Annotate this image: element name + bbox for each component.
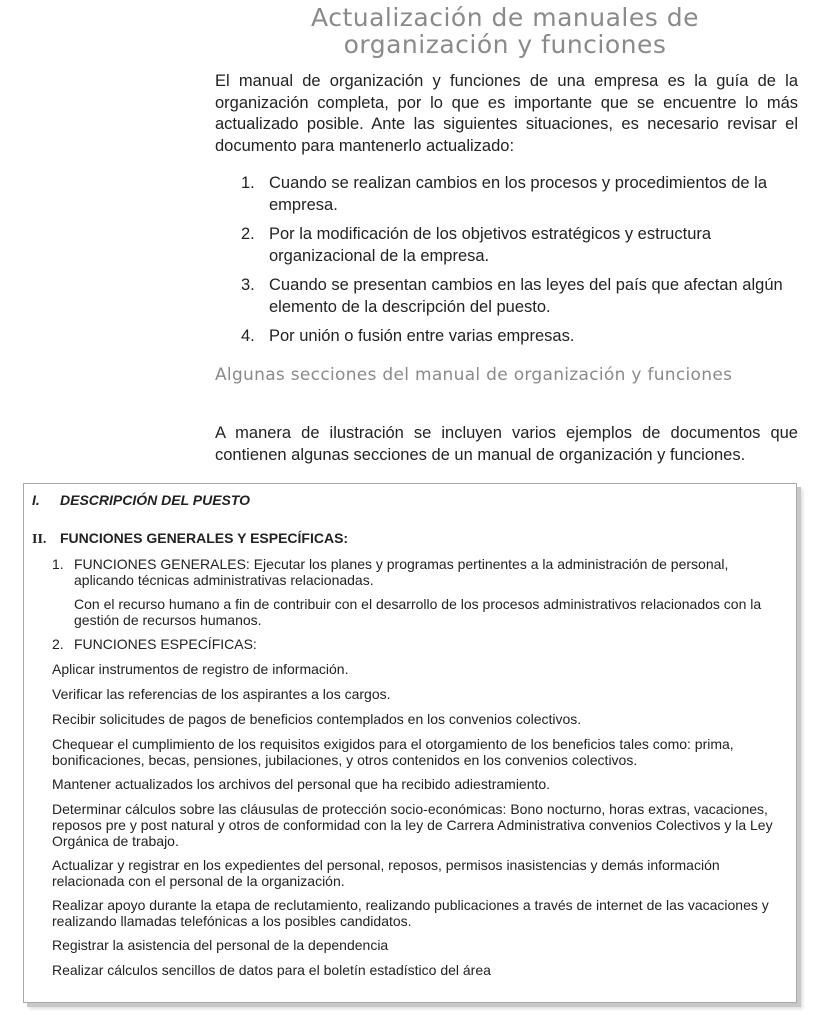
page-title-line-2: organización y funciones (343, 30, 667, 59)
intro-paragraph: El manual de organización y funciones de una empresa es la guía de la organización completa, por lo que es importante que se encuentre lo más actualizado posible. Ante las siguientes situaciones, es necesario revisar el documento para mantenerlo actualizado: (215, 72, 798, 155)
specific-function-item: Realizar cálculos sencillos de datos para el boletín estadístico del área (52, 962, 491, 978)
item-number: 1. (52, 556, 64, 572)
item-label: FUNCIONES ESPECÍFICAS: (74, 636, 257, 652)
item-text: FUNCIONES GENERALES: Ejecutar los planes y programas pertinentes a la administración de personal, aplicando técnicas administrativas relacionadas. (74, 556, 729, 588)
section-heading-functions (32, 530, 348, 548)
list-item-number: 1. (241, 174, 255, 192)
list-item-number: 4. (241, 327, 255, 345)
section-subtitle: Algunas secciones del manual de organización y funciones (215, 365, 733, 385)
list-item-text: Cuando se presentan cambios en las leyes del país que afectan algún elemento de la descripción del puesto. (269, 276, 783, 316)
list-item-number: 3. (241, 276, 255, 294)
specific-function-item: Registrar la asistencia del personal de la dependencia (52, 937, 389, 953)
general-functions-item (52, 556, 780, 588)
specific-function-item: Determinar cálculos sobre las cláusulas de protección socio-económicas: Bono nocturno, horas extras, vacaciones, reposos pre y post natural y otros de conformidad con la ley de Carrera Administrativa convenios Colectivos y la Ley Orgánica de trabajo. (52, 801, 773, 849)
list-item-text: Por unión o fusión entre varias empresas. (269, 327, 575, 345)
general-functions-continuation: Con el recurso humano a fin de contribuir con el desarrollo de los procesos administrativos relacionados con la gestión de recursos humanos. (74, 596, 762, 628)
list-item (215, 326, 798, 348)
list-item (215, 173, 798, 216)
item-number: 2. (52, 636, 64, 652)
list-item-text: Por la modificación de los objetivos estratégicos y estructura organizacional de la empresa. (269, 225, 712, 265)
list-item (215, 275, 798, 318)
section-label: DESCRIPCIÓN DEL PUESTO (60, 492, 251, 508)
section-heading-description (32, 492, 250, 508)
page-title (215, 4, 795, 58)
section-numeral: II. (32, 532, 47, 547)
list-item-number: 2. (241, 225, 255, 243)
list-item-text: Cuando se realizan cambios en los procesos y procedimientos de la empresa. (269, 174, 768, 214)
specific-functions-heading (52, 636, 780, 652)
specific-function-item: Actualizar y registrar en los expedientes del personal, reposos, permisos inasistencias y demás información relacionada con el personal de la organización. (52, 857, 720, 889)
specific-function-item: Verificar las referencias de los aspirantes a los cargos. (52, 686, 391, 702)
specific-function-item: Chequear el cumplimiento de los requisitos exigidos para el otorgamiento de los beneficios tales como: prima, bonificaciones, becas, pensiones, jubilaciones, y otros contenidos en los convenios colectivos. (52, 736, 734, 768)
specific-function-item: Aplicar instrumentos de registro de información. (52, 661, 349, 677)
page-title-line-1: Actualización de manuales de (311, 3, 699, 32)
specific-function-item: Realizar apoyo durante la etapa de reclutamiento, realizando publicaciones a través de internet de las vacaciones y realizando llamadas telefónicas a los posibles candidatos. (52, 897, 769, 929)
update-situations-list (215, 173, 798, 356)
specific-function-item: Recibir solicitudes de pagos de beneficios contemplados en los convenios colectivos. (52, 711, 582, 727)
example-document-box (23, 483, 797, 1003)
specific-function-item: Mantener actualizados los archivos del personal que ha recibido adiestramiento. (52, 776, 551, 792)
section-numeral: I. (32, 492, 40, 508)
section-label: FUNCIONES GENERALES Y ESPECÍFICAS: (60, 530, 349, 546)
list-item (215, 224, 798, 267)
illustration-paragraph: A manera de ilustración se incluyen varios ejemplos de documentos que contienen algunas secciones de un manual de organización y funciones. (215, 424, 798, 464)
